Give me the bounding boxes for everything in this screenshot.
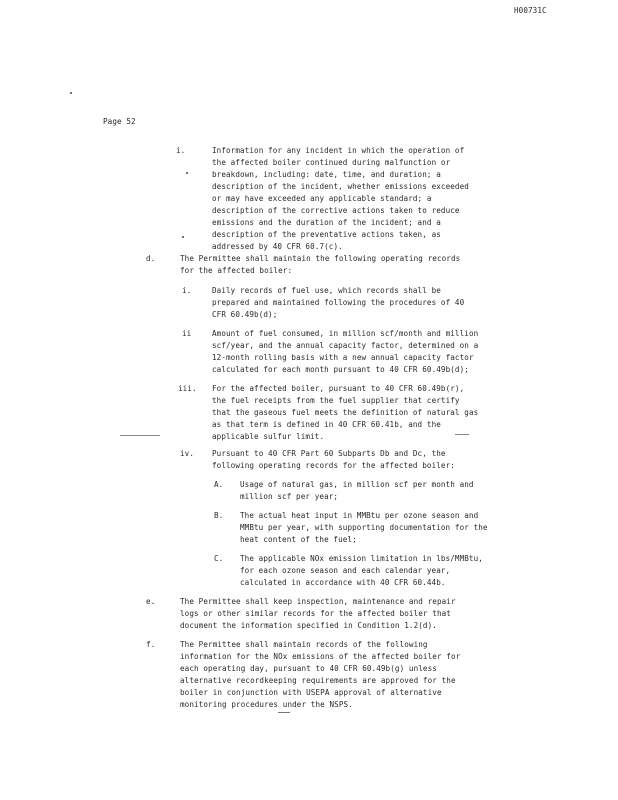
item-text-line: MMBtu per year, with supporting documentation for the: [240, 523, 488, 532]
item-text-line: calculated for each month pursuant to 40 CFR 60.49b(d);: [212, 365, 469, 374]
item-text-line: Information for any incident in which the operation of: [212, 146, 465, 155]
item-text-line: heat content of the fuel;: [240, 535, 357, 544]
item-text-line: the affected boiler continued during malfunction or: [212, 158, 451, 167]
item-marker: e.: [146, 597, 156, 606]
item-text-line: Daily records of fuel use, which records shall be: [212, 286, 441, 295]
item-text-line: boiler in conjunction with USEPA approval of alternative: [180, 688, 442, 697]
item-marker: ii: [182, 329, 192, 338]
scan-speck: [455, 434, 469, 435]
item-marker: f.: [146, 640, 156, 649]
item-text-line: breakdown, including: date, time, and duration; a: [212, 170, 441, 179]
item-marker: A.: [214, 480, 224, 489]
item-text-line: description of the preventative actions taken, as: [212, 230, 441, 239]
item-text-line: Amount of fuel consumed, in million scf/month and million: [212, 329, 479, 338]
scan-speck: [278, 712, 290, 713]
item-text-line: prepared and maintained following the procedures of 40: [212, 298, 465, 307]
scan-speck: [182, 236, 184, 238]
item-text-line: description of the corrective actions taken to reduce: [212, 206, 460, 215]
item-text-line: The Permittee shall maintain the following operating records: [180, 254, 461, 263]
document-id: H00731C: [514, 6, 547, 15]
item-text-line: information for the NOx emissions of the affected boiler for: [180, 652, 461, 661]
scan-speck: [120, 435, 160, 436]
item-marker: i.: [182, 286, 192, 295]
item-text-line: 12-month rolling basis with a new annual capacity factor: [212, 353, 474, 362]
item-text-line: The Permittee shall maintain records of the following: [180, 640, 428, 649]
item-text-line: emissions and the duration of the incident; and a: [212, 218, 441, 227]
item-text-line: The actual heat input in MMBtu per ozone season and: [240, 511, 479, 520]
scan-speck: [70, 92, 72, 94]
scan-speck: [186, 172, 188, 174]
item-text-line: monitoring procedures under the NSPS.: [180, 700, 353, 709]
item-marker: i.: [176, 146, 186, 155]
item-text-line: For the affected boiler, pursuant to 40 CFR 60.49b(r),: [212, 384, 465, 393]
item-text-line: The Permittee shall keep inspection, maintenance and repair: [180, 597, 456, 606]
item-text-line: The applicable NOx emission limitation in lbs/MMBtu,: [240, 554, 483, 563]
item-text-line: addressed by 40 CFR 60.7(c).: [212, 242, 343, 251]
item-text-line: calculated in accordance with 40 CFR 60.44b.: [240, 578, 446, 587]
item-text-line: million scf per year;: [240, 492, 339, 501]
item-text-line: the fuel receipts from the fuel supplier that certify: [212, 396, 460, 405]
item-text-line: alternative recordkeeping requirements are approved for the: [180, 676, 456, 685]
item-marker: iii.: [178, 384, 197, 393]
item-text-line: scf/year, and the annual capacity factor, determined on a: [212, 341, 479, 350]
item-text-line: that the gaseous fuel meets the definition of natural gas: [212, 408, 479, 417]
item-text-line: applicable sulfur limit.: [212, 432, 325, 441]
item-text-line: Pursuant to 40 CFR Part 60 Subparts Db and Dc, the: [212, 449, 446, 458]
item-text-line: Usage of natural gas, in million scf per month and: [240, 480, 474, 489]
item-marker: iv.: [180, 449, 195, 458]
item-text-line: logs or other similar records for the affected boiler that: [180, 609, 451, 618]
item-text-line: following operating records for the affected boiler:: [212, 461, 455, 470]
item-text-line: CFR 60.49b(d);: [212, 310, 278, 319]
item-marker: B.: [214, 511, 224, 520]
item-marker: C.: [214, 554, 224, 563]
item-text-line: or may have exceeded any applicable standard; a: [212, 194, 432, 203]
item-text-line: for the affected boiler:: [180, 266, 293, 275]
item-text-line: document the information specified in Condition 1.2(d).: [180, 621, 437, 630]
item-text-line: description of the incident, whether emissions exceeded: [212, 182, 469, 191]
item-text-line: for each ozone season and each calendar year,: [240, 566, 451, 575]
item-marker: d.: [146, 254, 156, 263]
page-label: Page 52: [103, 117, 136, 126]
item-text-line: each operating day, pursuant to 40 CFR 60.49b(g) unless: [180, 664, 437, 673]
item-text-line: as that term is defined in 40 CFR 60.41b, and the: [212, 420, 441, 429]
